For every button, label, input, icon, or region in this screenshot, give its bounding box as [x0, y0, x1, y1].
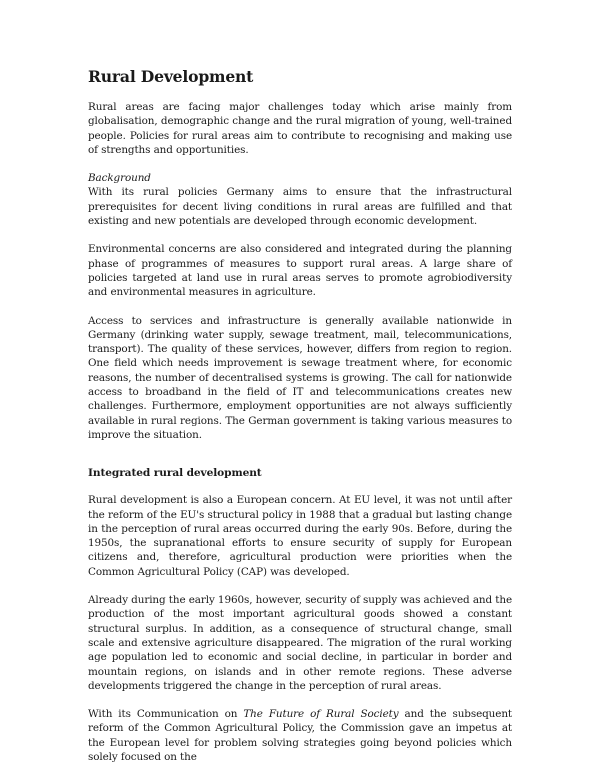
integrated-p3-title: The Future of Rural Society: [243, 708, 399, 721]
page-title: Rural Development: [88, 67, 254, 86]
background-paragraph-2: Environmental concerns are also considered and integrated during the planning phase of programmes of measures to support rural areas. A large share of policies targeted at land use in rural areas serves to promote agrobiodiversity and environmental measures in agriculture.: [88, 243, 512, 299]
integrated-paragraph-3: [88, 707, 512, 764]
background-paragraph-1: With its rural policies Germany aims to ensure that the infrastructural prerequisites for decent living conditions in rural areas are fulfilled and that existing and new potentials are developed through economic development.: [88, 186, 512, 228]
section-spacer: [88, 456, 512, 466]
integrated-p3-after: and the subsequent reform of the Common Agricultural Policy, the Commission gave an impetus at the European level for problem solving strategies going beyond policies which solely focused on the: [88, 708, 512, 763]
integrated-paragraph-2: Already during the early 1960s, however, security of supply was achieved and the production of the most important agricultural goods showed a constant structural surplus. In addition, as a consequence of structural change, small scale and extensive agriculture disappeared. The migration of the rural working age population led to economic and social decline, in particular in border and mountain regions, on islands and in other remote regions. These adverse developments triggered the change in the perception of rural areas.: [88, 594, 512, 692]
integrated-paragraph-1: Rural development is also a European concern. At EU level, it was not until after the reform of the EU's structural policy in 1988 that a gradual but lasting change in the perception of rural areas occurred during the early 90s. Before, during the 1950s, the supranational efforts to ensure security of supply for European citizens and, therefore, agricultural production were priorities when the Common Agricultural Policy (CAP) was developed.: [88, 494, 512, 578]
intro-paragraph: Rural areas are facing major challenges today which arise mainly from globalisation, demographic change and the rural migration of young, well-trained people. Policies for rural areas aim to contribute to recognising and making use of strengths and opportunities.: [88, 101, 512, 156]
integrated-heading: Integrated rural development: [88, 467, 262, 480]
background-paragraph-3: Access to services and infrastructure is generally available nationwide in Germany (drinking water supply, sewage treatment, mail, telecommunications, transport). The quality of these services, however, differs from region to region. One field which needs improvement is sewage treatment where, for economic reasons, the number of decentralised systems is growing. The call for nationwide access to broadband in the field of IT and telecommunications creates new challenges. Furthermore, employment opportunities are not always sufficiently available in rural regions. The German government is taking various measures to improve the situation.: [88, 314, 512, 441]
document-body: [88, 68, 512, 778]
integrated-p3-before: With its Communication on: [88, 708, 244, 721]
background-heading: Background: [88, 172, 151, 185]
background-section: [88, 171, 512, 185]
